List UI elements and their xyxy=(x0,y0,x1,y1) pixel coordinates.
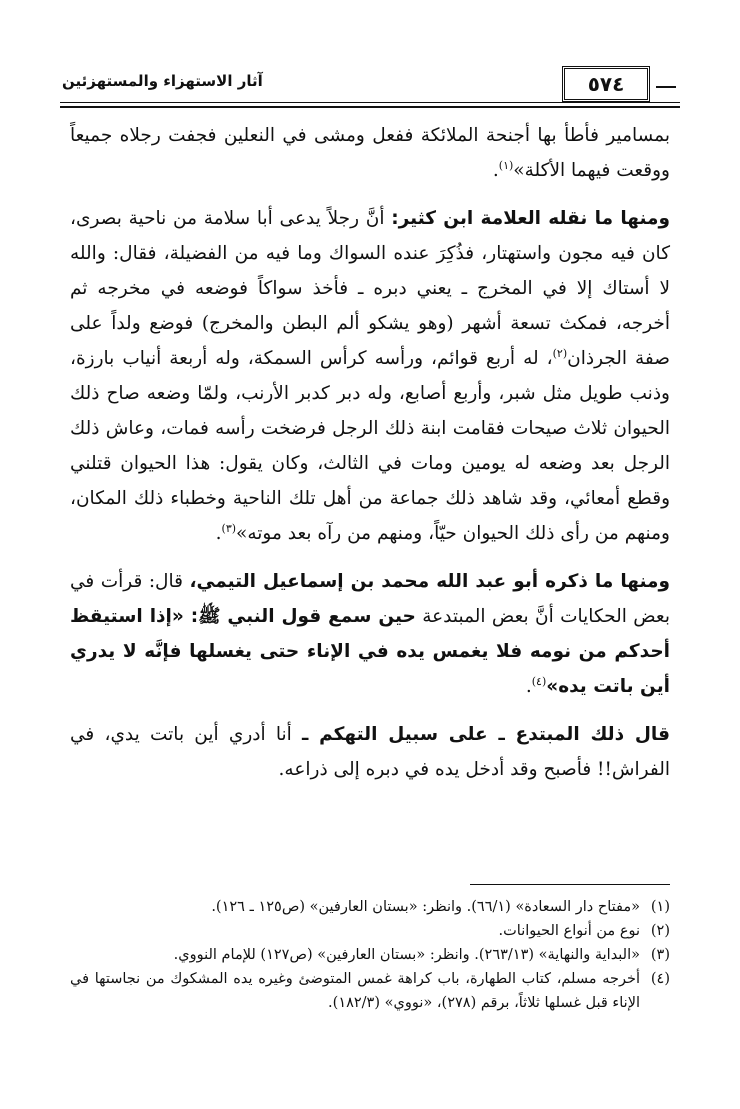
footnote-ref-2[interactable]: (٢) xyxy=(552,346,568,360)
paragraph-3: ومنها ما ذكره أبو عبد الله محمد بن إسماعيل التيمي، قال: قرأت في بعض الحكايات أنَّ بعض المبتدعة حين سمع قول النبي ﷺ: «إذا استيقظ أحدكم من نومه فلا يغمس يده في الإناء حتى يغسلها فإنَّه لا يدري أين باتت يده»$^{(٤)}$. xyxy=(70,571,670,697)
footnote-number: (١) xyxy=(650,899,670,915)
header-rule-thin xyxy=(60,102,680,103)
paragraph-4-lead: قال ذلك المبتدع ـ على سبيل التهكم ـ xyxy=(302,724,670,745)
footnote-separator xyxy=(470,884,670,885)
page-header xyxy=(60,62,680,112)
footnote-text: «مفتاح دار السعادة» (٦٦/١). وانظر: «بستان العارفين» (ص١٢٥ ـ ١٢٦). xyxy=(211,899,640,915)
footnote-number: (٤) xyxy=(650,971,670,987)
header-rule xyxy=(60,106,680,108)
footnote-1 xyxy=(70,895,670,919)
hadith-quote: حين سمع قول النبي ﷺ: «إذا استيقظ أحدكم من نومه فلا يغمس يده في الإناء حتى يغسلها فإنَّه لا يدري أين باتت يده» xyxy=(70,606,670,697)
paragraph-2-lead: ومنها ما نقله العلامة ابن كثير: xyxy=(391,208,670,229)
main-text xyxy=(70,118,670,787)
footnote-text: أخرجه مسلم، كتاب الطهارة، باب كراهة غمس المتوضئ وغيره يده المشكوك من نجاستها في الإناء قبل غسلها ثلاثاً، برقم (٢٧٨)، «نووي» (١٨٢/٣). xyxy=(70,971,640,1011)
footnote-text: «البداية والنهاية» (٢٦٣/١٣). وانظر: «بستان العارفين» (ص١٢٧) للإمام النووي. xyxy=(173,947,640,963)
footnote-4 xyxy=(70,967,670,1015)
page-number: ٥٧٤ xyxy=(562,66,650,102)
paragraph-2-text-2: ، له أربع قوائم، ورأسه كرأس السمكة، وله أربعة أنياب بارزة، وذنب طويل مثل شبر، وأربع أصابع، وله دبر كدبر الأرنب، ولمّا وضعه صاح ذلك الحيوان ثلاث صيحات فقامت ابنة ذلك الرجل فرضخت رأسه فمات، وعاش ذلك الرجل بعد وضعه له يومين ومات في الثالث، وكان يقول: هذا الحيوان قتلني وقطع أمعائي، وقد شاهد ذلك جماعة من أهل تلك الناحية وخطباء ذلك المكان، ومنهم من رأى ذلك الحيوان حيّاً، ومنهم من رآه بعد موته» xyxy=(70,348,670,544)
footnote-ref-4[interactable]: (٤) xyxy=(531,674,547,688)
running-title: آثار الاستهزاء والمستهزئين xyxy=(62,72,263,90)
paragraph-1: بمسامير فأطأ بها أجنحة الملائكة ففعل ومشى في النعلين فجفت رجلاه جميعاً ووقعت فيهما الأكلة»$^{(١)}$. xyxy=(70,125,670,181)
paragraph-2-text-1: أنَّ رجلاً يدعى أبا سلامة من ناحية بصرى، كان فيه مجون واستهتار، فذُكِرَ عنده السواك وما فيه من الفضيلة، فقال: والله لا أستاك إلا في المخرج ـ يعني دبره ـ فأخذ سواكاً فوضعه في مخرجه ثم أخرجه، فمكث تسعة أشهر (وهو يشكو ألم البطن والمخرج) فوضع ولداً على صفة الجرذان xyxy=(70,208,670,369)
footnote-3 xyxy=(70,943,670,967)
footnote-text: نوع من أنواع الحيوانات. xyxy=(498,923,640,939)
paragraph-4 xyxy=(70,717,670,787)
paragraph-1-text: بمسامير فأطأ بها أجنحة الملائكة ففعل ومشى في النعلين فجفت رجلاه جميعاً ووقعت فيهما الأكلة» xyxy=(70,125,670,181)
paragraph-3-lead: ومنها ما ذكره أبو عبد الله محمد بن إسماعيل التيمي، xyxy=(189,571,670,592)
paragraph-4-text: أنا أدري أين باتت يدي، في الفراش!! فأصبح وقد أدخل يده في دبره إلى ذراعه. xyxy=(70,724,670,780)
footnote-ref-1[interactable]: (١) xyxy=(498,158,514,172)
footnote-2 xyxy=(70,919,670,943)
header-dash xyxy=(656,86,676,88)
footnote-number: (٢) xyxy=(650,923,670,939)
paragraph-3-text-1: قال: قرأت في بعض الحكايات أنَّ بعض المبتدعة xyxy=(70,571,670,627)
paragraph-2: ومنها ما نقله العلامة ابن كثير: أنَّ رجلاً يدعى أبا سلامة من ناحية بصرى، كان فيه مجون واستهتار، فذُكِرَ عنده السواك وما فيه من الفضيلة، فقال: والله لا أستاك إلا في المخرج ـ يعني دبره ـ فأخذ سواكاً فوضعه في مخرجه ثم أخرجه، فمكث تسعة أشهر (وهو يشكو ألم البطن والمخرج) فوضع ولداً على صفة الجرذان$^{(٢)}$، له أربع قوائم، ورأسه كرأس السمكة، وله أربعة أنياب بارزة، وذنب طويل مثل شبر، وأربع أصابع، وله دبر كدبر الأرنب، ولمّا وضعه صاح ذلك الحيوان ثلاث صيحات فقامت ابنة ذلك الرجل فرضخت رأسه فمات، وعاش ذلك الرجل بعد وضعه له يومين ومات في الثالث، وكان يقول: هذا الحيوان قتلني وقطع أمعائي، وقد شاهد ذلك جماعة من أهل تلك الناحية وخطباء ذلك المكان، ومنهم من رأى ذلك الحيوان حيّاً، ومنهم من رآه بعد موته»$^{(٣)}$. xyxy=(70,208,670,544)
footnotes xyxy=(70,895,670,1015)
footnote-ref-3[interactable]: (٣) xyxy=(221,521,237,535)
footnote-number: (٣) xyxy=(650,947,670,963)
